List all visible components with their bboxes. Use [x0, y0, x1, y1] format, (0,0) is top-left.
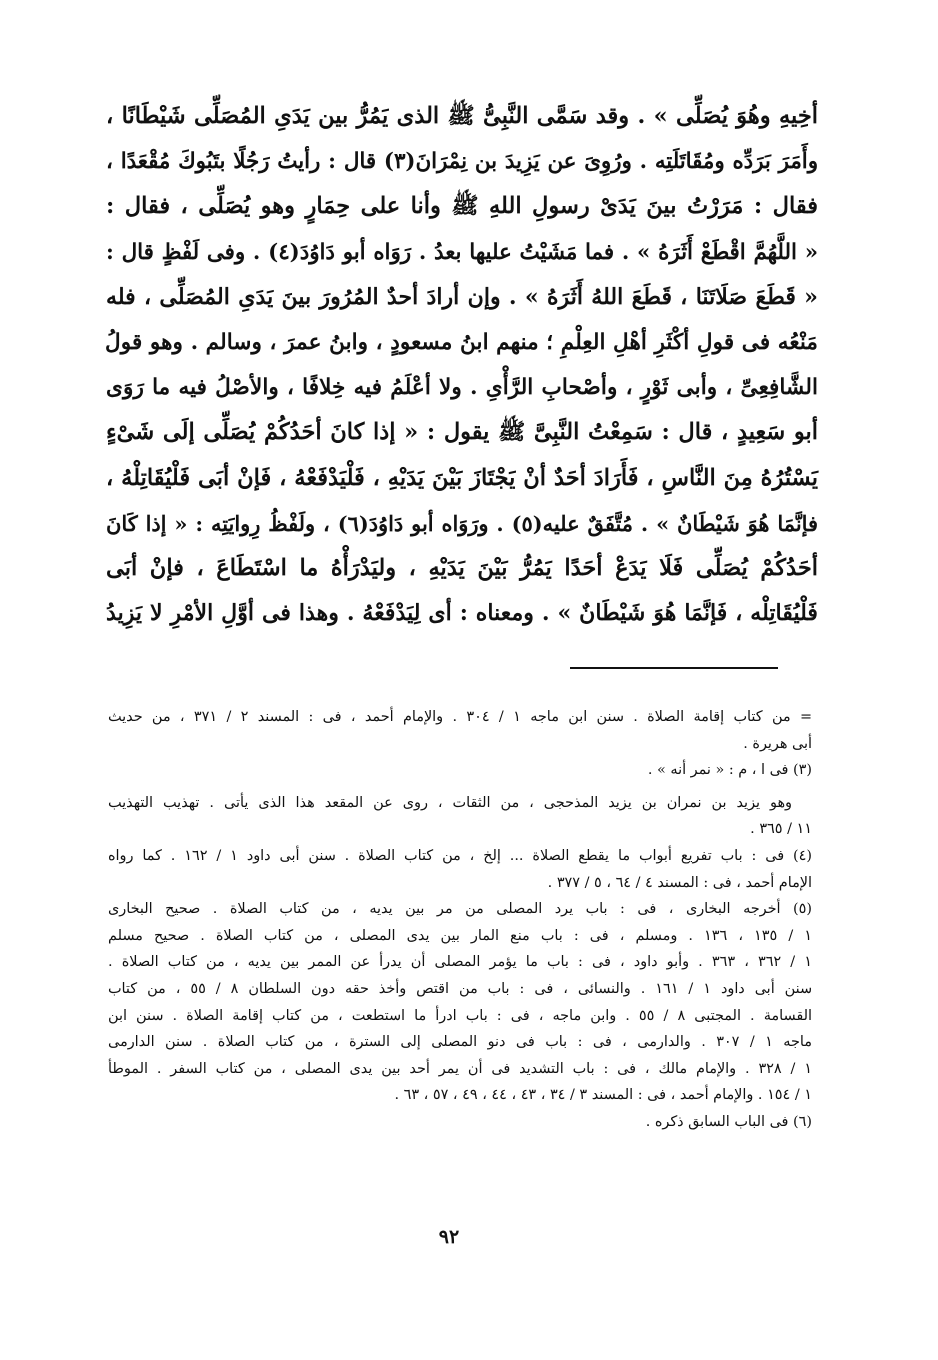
- footnote-line: أبى هريرة .: [743, 735, 812, 752]
- main-text-line: فَلْيُقَاتِلْه ، فَإنَّمَا هُوَ شَيْطَانٌ » . ومعناه : أى لِيَدْفَعْهُ . وهذا فى أوَّلِ الأمْرِ لا يَزِيدُ: [106, 600, 818, 627]
- main-text-line: فإنَّمَا هُوَ شَيْطَانٌ » . مُتَّفَقٌ عليه(٥) . ورَوَاه أبو دَاوُدَ(٦) ، ولَفْظُ رِوايَتِه : « إذا كَانَ: [106, 510, 818, 536]
- footnote-line: ١ / ٣٢٨ . والإمام مالك ، فى : باب التشديد فى أن يمر أحد بين يدى المصلى ، من كتاب السفر . الموطأ: [108, 1060, 812, 1077]
- main-text-line: أخِيهِ وهُوَ يُصَلِّى » . وقد سَمَّى النَّبِىُّ ﷺ الذى يَمُرُّ بين يَدَىِ المُصَلِّى شَيْطَانًا ،: [106, 103, 818, 129]
- main-text-line: « اللَّهُمَّ اقْطَعْ أَثَرَهُ » . فما مَشَيْتُ عليها بعدُ . رَوَاه أبو دَاوُدَ(٤) . وفى لَفْظٍ قال :: [106, 239, 818, 265]
- footnote-line: سنن أبى داود ١ / ١٦١ . والنسائى ، فى : باب من اقتص وأخذ حقه دون السلطان ٨ / ٥٥ ، من كتاب: [108, 980, 813, 997]
- main-text-line: وأَمَرَ بَرَدِّه ومُقَاتَلَتِه . ورُوِىَ عن يَزِيدَ بن نِمْرَانَ(٣) قال : رأيتُ رَجُلًا بتَبُوكَ مُقْعَدًا ،: [106, 149, 818, 175]
- main-text-line: أحَدُكُمْ يُصَلِّى فَلَا يَدَعْ أحَدًا يَمُرُّ بَيْنَ يَدَيْهِ ، وليَدْرَأْهُ ما اسْتَطَاعَ ، فإنْ أبَى: [106, 554, 818, 581]
- main-text-line: يَسْتُرُهُ مِنَ النَّاسِ ، فَأَرَادَ أحَدٌ أنْ يَجْتَازَ بَيْنَ يَدَيْهِ ، فَلْيَدْفَعْهُ ، فَإنْ أبَى فَلْيُقَاتِلْهُ ،: [106, 464, 818, 491]
- main-text-line: فقال : مَرَرْتُ بينَ يَدَىْ رسولِ اللهِ ﷺ وأنا على حِمَارٍ وهو يُصَلِّى ، فقال :: [106, 193, 818, 220]
- footnote-3: (٣) فى ا ، م : « نمر أنه » .: [647, 762, 812, 779]
- footnote-line: وهو يزيد بن نمران بن يزيد المذحجى ، من الثقات ، روى عن المقعد هذا الذى يأتى . تهذيب التهذيب: [108, 794, 792, 811]
- main-text-line: « قَطَعَ صَلَاتَنَا ، قَطَعَ اللهُ أَثَرَهُ » . وإن أرادَ أحدٌ المُرُورَ بينَ يَدَىِ المُصَلِّى ، فله: [106, 283, 818, 310]
- footnote-6: (٦) فى الباب السابق ذكره .: [645, 1113, 812, 1130]
- page-number: ٩٢: [438, 1226, 460, 1248]
- footnote-line: ١ / ١٥٤ . والإمام أحمد ، فى : المسند ٣ / ٣٤ ، ٤٣ ، ٤٤ ، ٤٩ ، ٥٧ ، ٦٣ .: [394, 1087, 812, 1104]
- footnote-line: ماجه ١ / ٣٠٧ . والدارمى ، فى : باب فى دنو المصلى إلى السترة ، من كتاب الصلاة . سنن الدارمى: [108, 1034, 812, 1051]
- footnote-line: ١١ / ٣٦٥ .: [750, 821, 812, 838]
- footnote-line: ١ / ١٣٥ ، ١٣٦ . ومسلم ، فى : باب منع المار بين يدى المصلى ، من كتاب الصلاة . صحيح مسلم: [108, 927, 812, 944]
- footnote-line: القسامة . المجتبى ٨ / ٥٥ . وابن ماجه ، فى : باب ادرأ ما استطعت ، من كتاب إقامة الصلاة . سنن ابن: [108, 1007, 813, 1024]
- main-text-block: [106, 94, 818, 636]
- main-text-line: أبو سَعِيدٍ ، قال : سَمِعْتُ النَّبِىَّ ﷺ يقول : « إذا كانَ أحَدُكُمْ يُصَلِّى إلَى شَىْءٍ: [106, 419, 818, 446]
- footnote-5: (٥) أخرجه البخارى ، فى : باب يرد المصلى من مر بين يديه ، من كتاب الصلاة . صحيح البخارى: [108, 901, 812, 918]
- footnote-4: (٤) فى : باب تفريع أبواب ما يقطع الصلاة ... إلخ ، من كتاب الصلاة . سنن أبى داود ١ / ١٦٢ . كما رواه: [108, 847, 812, 864]
- footnotes-block: [108, 704, 812, 1136]
- footnote-line: ١ / ٣٦٢ ، ٣٦٣ . وأبو داود ، فى : باب ما يؤمر المصلى أن يدرأ عن الممر بين يديه ، من كتاب الصلاة .: [108, 954, 812, 971]
- footnote-line: = من كتاب إقامة الصلاة . سنن ابن ماجه ١ / ٣٠٤ . والإمام أحمد ، فى : المسند ٢ / ٣٧١ ، من حديث: [108, 709, 813, 725]
- footnote-line: الإمام أحمد ، فى : المسند ٤ / ٦٤ ، ٥ / ٣٧٧ .: [547, 874, 812, 891]
- main-text-line: مَنْعُه فى قولِ أكْثَرِ أهْلِ العِلْمِ ؛ منهم ابنُ مسعودٍ ، وابنُ عمرَ ، وسالم . وهو قولُ: [105, 329, 818, 355]
- footnote-separator: [570, 667, 778, 669]
- main-text-line: الشَّافِعِىِّ ، وأبى ثَوْرٍ ، وأصْحابِ الرَّأْىِ . ولا أعْلَمُ فيه خِلافًا ، والأصْلُ فيه ما رَوَى: [106, 375, 818, 401]
